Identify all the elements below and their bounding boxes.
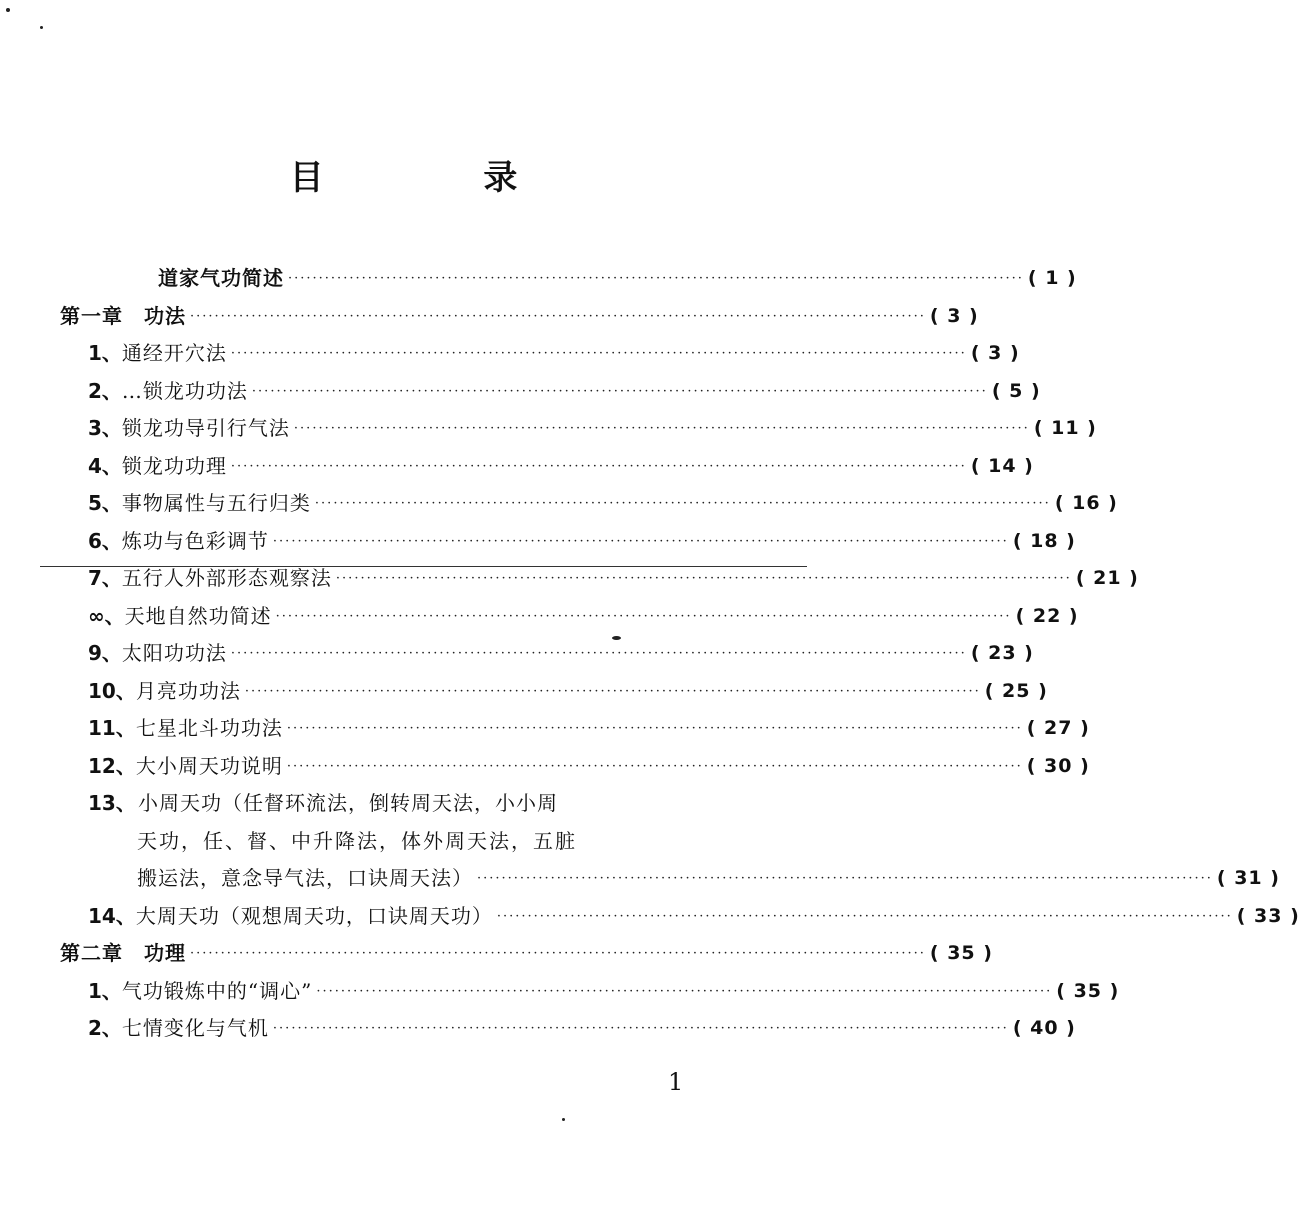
entry-number: 4、 [88,453,122,478]
entry-title: 太阳功功法 [121,641,227,665]
entry-page: ( 35 ) [929,942,993,964]
toc-entry[interactable] [0,1010,1076,1048]
entry-title: 天地自然功简述 [124,603,272,628]
entry-title: 大小周天功说明 [135,753,283,778]
toc-entry[interactable] [0,485,1118,523]
entry-page: ( 16 ) [1054,492,1118,514]
entry-number: 5、 [88,491,122,515]
entry-title: 七星北斗功功法 [135,716,283,740]
dot-leader: ························································································································ [335,571,1072,586]
dot-leader: ························································································································ [275,608,1012,624]
entry-title: 月亮功功法 [135,678,241,703]
entry-title: 七情变化与气机 [121,1016,269,1040]
scan-speck [6,8,10,12]
entry-title: 第一章 功法 [60,303,186,328]
dot-leader: ························································································································ [316,983,1053,999]
toc-entry-continuation [0,860,1280,898]
entry-number: 1、 [88,341,122,365]
dot-leader: ························································································································ [286,721,1023,736]
scan-speck [612,636,621,640]
dot-leader: ························································································································ [272,533,1009,549]
toc-entry[interactable] [0,298,979,336]
toc-entry[interactable] [0,448,1034,486]
entry-number: 9、 [88,641,122,665]
toc-entry[interactable] [0,935,993,973]
entry-title: 通经开穴法 [121,341,227,365]
toc-entry[interactable] [0,673,1048,711]
entry-number: 7、 [88,566,122,590]
entry-number: 13、 [88,791,136,815]
toc-entry[interactable] [0,373,1041,411]
dot-leader: ························································································································ [190,308,926,324]
entry-page: ( 11 ) [1033,417,1097,439]
dot-leader: ························································································································ [251,383,988,399]
scan-speck [40,26,43,29]
entry-page: ( 30 ) [1026,754,1090,777]
entry-number: 11、 [88,716,136,740]
entry-title: 五行人外部形态观察法 [121,566,332,590]
entry-page: ( 3 ) [929,304,979,327]
entry-number: ∞、 [88,603,125,628]
entry-title: 炼功与色彩调节 [121,528,269,553]
dot-leader: ························································································································ [288,271,1024,286]
entry-title: 事物属性与五行归类 [121,491,311,515]
toc-entry-continuation [0,823,807,861]
scan-speck [562,1118,565,1121]
entry-title: 道家气功简述 [158,266,284,290]
entry-number: 2、 [88,378,122,403]
entry-title: 气功锻炼中的“调心” [121,978,313,1003]
dot-leader: ························································································································ [477,871,1213,886]
entry-number: 6、 [88,528,122,553]
toc-entry[interactable] [0,635,1034,673]
entry-number: 3、 [88,416,122,440]
toc-entry[interactable] [0,785,807,823]
dot-leader: ························································································································ [244,683,981,699]
entry-page: ( 27 ) [1026,717,1090,739]
entry-page: ( 31 ) [1216,867,1280,889]
entry-page: ( 5 ) [991,379,1041,402]
entry-title: 第二章 功理 [60,941,186,965]
toc-entry[interactable] [0,523,1076,561]
dot-leader: ························································································································ [496,908,1233,924]
dot-leader: ························································································································ [190,946,926,961]
entry-page: ( 18 ) [1012,529,1076,552]
toc-entry[interactable] [0,748,1090,786]
entry-page: ( 3 ) [970,342,1020,364]
page-title: 目 录 [289,158,592,198]
entry-page: ( 1 ) [1027,267,1077,289]
table-of-contents [0,260,1300,1048]
dot-leader: ························································································································ [230,346,967,361]
toc-entry[interactable] [0,598,1079,636]
entry-number: 12、 [88,753,136,778]
entry-page: ( 33 ) [1236,904,1300,927]
entry-number: 1、 [88,978,122,1003]
toc-entry[interactable] [0,710,1090,748]
dot-leader: ························································································································ [314,496,1051,511]
toc-entry[interactable] [0,560,1139,598]
entry-title: 大周天功（观想周天功，口诀周天功） [135,903,493,928]
toc-entry[interactable] [0,973,1120,1011]
entry-page: ( 25 ) [984,679,1048,702]
toc-entry[interactable] [0,260,1077,298]
dot-leader: ························································································································ [230,458,967,474]
entry-title: …锁龙功功法 [121,378,248,403]
dot-leader: ························································································································ [293,421,1030,436]
toc-entry[interactable] [0,410,1097,448]
page-number: 1 [668,1068,684,1096]
entry-page: ( 21 ) [1075,567,1139,589]
entry-number: 14、 [88,903,136,928]
entry-page: ( 35 ) [1056,979,1120,1002]
entry-page: ( 23 ) [970,642,1034,664]
entry-page: ( 14 ) [970,454,1034,477]
dot-leader: ························································································································ [272,1021,1009,1036]
entry-title: 锁龙功导引行气法 [121,416,290,440]
dot-leader: ························································································································ [230,646,967,661]
entry-title: 锁龙功功理 [121,453,227,478]
entry-page: ( 40 ) [1012,1017,1076,1039]
entry-title: 小周天功（任督环流法，倒转周天法，小小周 [138,791,558,815]
toc-entry[interactable] [0,898,1300,936]
entry-title-continued: 天功，任、督、中升降法，体外周天法，五脏 [137,828,577,853]
entry-page: ( 22 ) [1015,604,1079,627]
entry-title-continued: 搬运法，意念导气法，口诀周天法） [137,866,473,890]
entry-number: 10、 [88,678,136,703]
toc-entry[interactable] [0,335,1020,373]
entry-number: 2、 [88,1016,122,1040]
dot-leader: ························································································································ [286,758,1023,774]
